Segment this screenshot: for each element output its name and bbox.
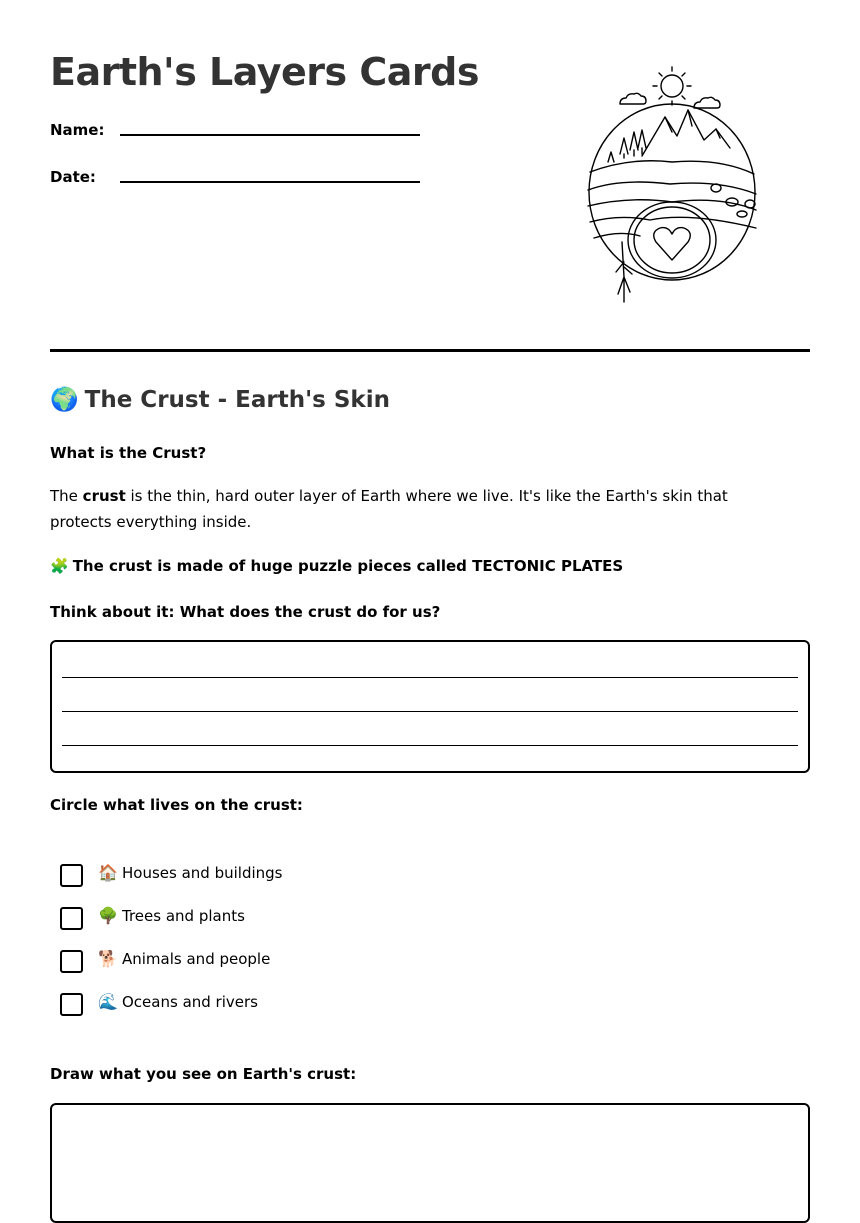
option-label: Animals and people (122, 950, 271, 968)
name-line[interactable] (120, 134, 420, 136)
section-title (50, 386, 390, 413)
fact-text: The crust is made of huge puzzle pieces called TECTONIC PLATES (72, 557, 624, 575)
page-title: Earth's Layers Cards (50, 50, 479, 94)
puzzle-piece-icon: 🧩 (50, 557, 69, 575)
date-label: Date: (50, 168, 96, 186)
option-oceans[interactable] (60, 991, 460, 1017)
option-label: Houses and buildings (122, 864, 283, 882)
checkbox[interactable] (60, 950, 83, 973)
answer-line-1[interactable] (62, 677, 798, 678)
option-animals[interactable] (60, 948, 460, 974)
date-line[interactable] (120, 181, 420, 183)
wave-icon: 🌊 (98, 992, 118, 1011)
answer-line-3[interactable] (62, 745, 798, 746)
circle-heading: Circle what lives on the crust: (50, 796, 303, 814)
worksheet-header (50, 0, 810, 352)
worksheet-page (50, 0, 810, 1083)
what-is-crust-heading: What is the Crust? (50, 444, 207, 462)
checkbox[interactable] (60, 907, 83, 930)
dog-icon: 🐕 (98, 949, 118, 968)
option-trees[interactable] (60, 905, 460, 931)
crust-description (50, 483, 790, 535)
earth-layers-illustration (580, 62, 770, 308)
tree-icon: 🌳 (98, 906, 118, 925)
house-icon: 🏠 (98, 863, 118, 882)
header-divider (50, 349, 810, 352)
name-field[interactable] (50, 121, 420, 151)
name-label: Name: (50, 121, 105, 139)
date-field[interactable] (50, 168, 420, 198)
option-houses[interactable] (60, 862, 460, 888)
description-rest: is the thin, hard outer layer of Earth where we live. It's like the Earth's skin that protects everything inside. (50, 487, 728, 531)
answer-box[interactable] (50, 640, 810, 773)
tectonic-fact (50, 557, 623, 575)
option-label: Trees and plants (122, 907, 245, 925)
drawing-box[interactable] (50, 1103, 810, 1223)
checkbox[interactable] (60, 993, 83, 1016)
option-label: Oceans and rivers (122, 993, 258, 1011)
description-lead: The (50, 487, 83, 505)
answer-line-2[interactable] (62, 711, 798, 712)
sun-icon (653, 67, 691, 105)
think-heading: Think about it: What does the crust do for us? (50, 603, 441, 621)
draw-heading: Draw what you see on Earth's crust: (50, 1065, 357, 1083)
globe-icon: 🌍 (50, 387, 79, 413)
checkbox[interactable] (60, 864, 83, 887)
section-title-text: The Crust - Earth's Skin (84, 387, 390, 413)
heart-icon (654, 228, 691, 260)
description-keyword: crust (82, 487, 126, 505)
